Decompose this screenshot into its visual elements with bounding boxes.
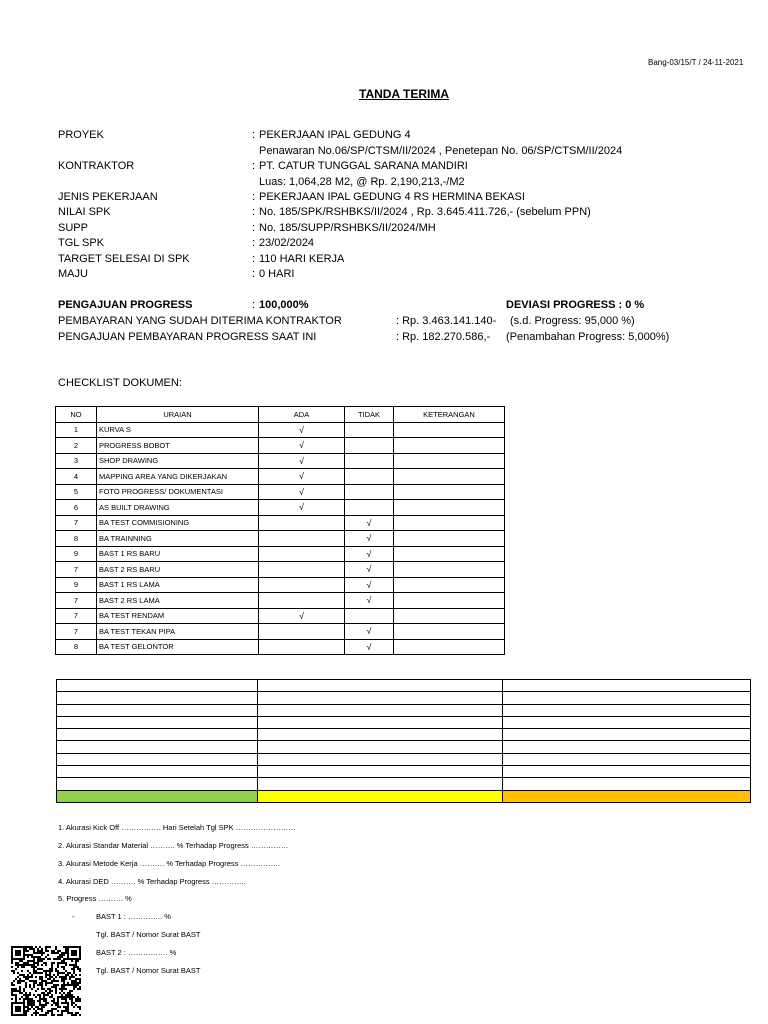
blank-row bbox=[57, 766, 751, 778]
row-ada-check: √ bbox=[259, 438, 345, 454]
colon: : bbox=[252, 253, 256, 265]
row-tidak-check: √ bbox=[345, 624, 394, 640]
table-row bbox=[56, 438, 505, 454]
row-ada-check bbox=[259, 515, 345, 531]
blank-cell bbox=[57, 704, 258, 716]
blank-cell bbox=[503, 729, 751, 741]
blank-cell bbox=[57, 741, 258, 753]
header-keterangan: KETERANGAN bbox=[394, 407, 505, 423]
row-keterangan bbox=[394, 484, 505, 500]
row-no: 6 bbox=[56, 500, 97, 516]
nilai-label: NILAI SPK bbox=[58, 206, 111, 218]
pengajuan-bayar-note: (Penambahan Progress: 5,000%) bbox=[506, 331, 670, 343]
row-tidak-check bbox=[345, 438, 394, 454]
row-tidak-check: √ bbox=[345, 515, 394, 531]
kontraktor-label: KONTRAKTOR bbox=[58, 160, 135, 172]
table-row bbox=[56, 546, 505, 562]
row-uraian: FOTO PROGRESS/ DOKUMENTASI bbox=[97, 484, 259, 500]
row-keterangan bbox=[394, 531, 505, 547]
supp-value: No. 185/SUPP/RSHBKS/II/2024/MH bbox=[259, 222, 436, 234]
colon: : bbox=[252, 299, 256, 311]
colon: : bbox=[252, 129, 256, 141]
note-bast1: BAST 1 : ………….. % bbox=[96, 912, 171, 921]
colon: : bbox=[252, 191, 256, 203]
row-uraian: BAST 2 RS BARU bbox=[97, 562, 259, 578]
row-tidak-check: √ bbox=[345, 577, 394, 593]
row-keterangan bbox=[394, 593, 505, 609]
colon: : bbox=[252, 268, 256, 280]
note-metode-kerja: 3. Akurasi Metode Kerja ………. % Terhadap Progress ……………. bbox=[58, 859, 281, 868]
row-uraian: BA TEST RENDAM bbox=[97, 608, 259, 624]
blank-cell bbox=[57, 729, 258, 741]
header-tidak: TIDAK bbox=[345, 407, 394, 423]
blank-row bbox=[57, 753, 751, 765]
blank-row bbox=[57, 680, 751, 692]
color-bar-green bbox=[57, 790, 258, 802]
pembayaran-value: : Rp. 3.463.141.140- bbox=[396, 315, 497, 327]
table-row bbox=[56, 562, 505, 578]
row-ada-check bbox=[259, 624, 345, 640]
document-reference: Bang-03/15/T / 24-11-2021 bbox=[648, 58, 744, 67]
color-bar-orange bbox=[503, 790, 751, 802]
blank-cell bbox=[57, 716, 258, 728]
row-keterangan bbox=[394, 515, 505, 531]
row-ada-check: √ bbox=[259, 422, 345, 438]
colon: : bbox=[252, 222, 256, 234]
row-tidak-check bbox=[345, 422, 394, 438]
row-no: 7 bbox=[56, 608, 97, 624]
tgl-label: TGL SPK bbox=[58, 237, 105, 249]
target-label: TARGET SELESAI DI SPK bbox=[58, 253, 190, 265]
table-row bbox=[56, 624, 505, 640]
row-keterangan bbox=[394, 639, 505, 655]
row-ada-check: √ bbox=[259, 453, 345, 469]
row-uraian: BAST 1 RS BARU bbox=[97, 546, 259, 562]
row-tidak-check: √ bbox=[345, 531, 394, 547]
blank-cell bbox=[57, 766, 258, 778]
table-row bbox=[56, 639, 505, 655]
row-keterangan bbox=[394, 453, 505, 469]
row-keterangan bbox=[394, 577, 505, 593]
row-keterangan bbox=[394, 438, 505, 454]
row-ada-check: √ bbox=[259, 500, 345, 516]
colon: : bbox=[252, 160, 256, 172]
row-ada-check bbox=[259, 531, 345, 547]
blank-cell bbox=[258, 778, 503, 790]
header-uraian: URAIAN bbox=[97, 407, 259, 423]
jenis-value: PEKERJAAN IPAL GEDUNG 4 RS HERMINA BEKASI bbox=[259, 191, 525, 203]
maju-value: 0 HARI bbox=[259, 268, 295, 280]
header-ada: ADA bbox=[259, 407, 345, 423]
blank-cell bbox=[503, 741, 751, 753]
row-tidak-check bbox=[345, 484, 394, 500]
pembayaran-note: (s.d. Progress: 95,000 %) bbox=[510, 315, 635, 327]
proyek-value-detail: Penawaran No.06/SP/CTSM/II/2024 , Penetepan No. 06/SP/CTSM/II/2024 bbox=[259, 145, 623, 157]
blank-cell bbox=[258, 766, 503, 778]
qr-code-icon bbox=[11, 946, 81, 1016]
table-row bbox=[56, 593, 505, 609]
note-standar-material: 2. Akurasi Standar Material ………. % Terhadap Progress …………… bbox=[58, 841, 289, 850]
row-no: 2 bbox=[56, 438, 97, 454]
blank-cell bbox=[503, 766, 751, 778]
row-ada-check bbox=[259, 593, 345, 609]
blank-row bbox=[57, 692, 751, 704]
table-header-row bbox=[56, 407, 505, 423]
table-row bbox=[56, 469, 505, 485]
blank-row bbox=[57, 778, 751, 790]
row-ada-check bbox=[259, 562, 345, 578]
table-row bbox=[56, 484, 505, 500]
blank-row bbox=[57, 704, 751, 716]
note-tgl-bast1: Tgl. BAST / Nomor Surat BAST bbox=[96, 930, 201, 939]
blank-cell bbox=[503, 704, 751, 716]
row-tidak-check: √ bbox=[345, 546, 394, 562]
blank-cell bbox=[258, 704, 503, 716]
supp-label: SUPP bbox=[58, 222, 88, 234]
row-uraian: BA TEST COMMISIONING bbox=[97, 515, 259, 531]
pembayaran-label: PEMBAYARAN YANG SUDAH DITERIMA KONTRAKTOR bbox=[58, 315, 342, 327]
row-keterangan bbox=[394, 562, 505, 578]
blank-cell bbox=[57, 692, 258, 704]
color-bar-yellow bbox=[258, 790, 503, 802]
blank-cell bbox=[57, 778, 258, 790]
proyek-value: PEKERJAAN IPAL GEDUNG 4 bbox=[259, 129, 411, 141]
row-tidak-check: √ bbox=[345, 593, 394, 609]
maju-label: MAJU bbox=[58, 268, 88, 280]
blank-row bbox=[57, 716, 751, 728]
checklist-table bbox=[55, 406, 505, 655]
tgl-value: 23/02/2024 bbox=[259, 237, 315, 249]
deviasi-progress: DEVIASI PROGRESS : 0 % bbox=[506, 299, 645, 311]
target-value: 110 HARI KERJA bbox=[259, 253, 345, 265]
note-kick-off: 1. Akurasi Kick Off ……………. Hari Setelah Tgl SPK …………………… bbox=[58, 823, 296, 832]
row-no: 5 bbox=[56, 484, 97, 500]
table-row bbox=[56, 500, 505, 516]
row-tidak-check bbox=[345, 608, 394, 624]
note-ded: 4. Akurasi DED ………. % Terhadap Progress ………….. bbox=[58, 877, 246, 886]
row-uraian: SHOP DRAWING bbox=[97, 453, 259, 469]
blank-row bbox=[57, 741, 751, 753]
row-no: 9 bbox=[56, 577, 97, 593]
row-no: 4 bbox=[56, 469, 97, 485]
row-uraian: BAST 2 RS LAMA bbox=[97, 593, 259, 609]
blank-cell bbox=[258, 753, 503, 765]
row-uraian: BAST 1 RS LAMA bbox=[97, 577, 259, 593]
pengajuan-bayar-label: PENGAJUAN PEMBAYARAN PROGRESS SAAT INI bbox=[58, 331, 317, 343]
row-keterangan bbox=[394, 608, 505, 624]
row-uraian: AS BUILT DRAWING bbox=[97, 500, 259, 516]
row-tidak-check: √ bbox=[345, 639, 394, 655]
table-row bbox=[56, 608, 505, 624]
note-progress: 5. Progress ………. % bbox=[58, 894, 132, 903]
proyek-label: PROYEK bbox=[58, 129, 104, 141]
row-no: 1 bbox=[56, 422, 97, 438]
blank-cell bbox=[258, 692, 503, 704]
row-no: 8 bbox=[56, 639, 97, 655]
header-no: NO bbox=[56, 407, 97, 423]
row-tidak-check: √ bbox=[345, 562, 394, 578]
color-bar-row bbox=[57, 790, 751, 802]
row-no: 9 bbox=[56, 546, 97, 562]
row-uraian: KURVA S bbox=[97, 422, 259, 438]
note-tgl-bast2: Tgl. BAST / Nomor Surat BAST bbox=[96, 966, 201, 975]
row-ada-check bbox=[259, 577, 345, 593]
blank-cell bbox=[503, 680, 751, 692]
blank-cell bbox=[503, 692, 751, 704]
pengajuan-progress-label: PENGAJUAN PROGRESS bbox=[58, 299, 193, 311]
kontraktor-value-detail: Luas: 1,064,28 M2, @ Rp. 2,190,213,-/M2 bbox=[259, 176, 465, 188]
pengajuan-bayar-value: : Rp. 182.270.586,- bbox=[396, 331, 491, 343]
row-no: 8 bbox=[56, 531, 97, 547]
blank-cell bbox=[258, 716, 503, 728]
row-tidak-check bbox=[345, 469, 394, 485]
table-row bbox=[56, 453, 505, 469]
row-uraian: BA TEST GELONTOR bbox=[97, 639, 259, 655]
row-uraian: PROGRESS BOBOT bbox=[97, 438, 259, 454]
row-ada-check bbox=[259, 639, 345, 655]
blank-cell bbox=[503, 778, 751, 790]
table-row bbox=[56, 422, 505, 438]
row-uraian: MAPPING AREA YANG DIKERJAKAN bbox=[97, 469, 259, 485]
nilai-value: No. 185/SPK/RSHBKS/II/2024 , Rp. 3.645.411.726,- (sebelum PPN) bbox=[259, 206, 591, 218]
table-row bbox=[56, 531, 505, 547]
table-row bbox=[56, 515, 505, 531]
table-row bbox=[56, 577, 505, 593]
row-keterangan bbox=[394, 500, 505, 516]
note-dash: - bbox=[72, 912, 75, 921]
blank-row bbox=[57, 729, 751, 741]
blank-cell bbox=[258, 741, 503, 753]
row-no: 7 bbox=[56, 624, 97, 640]
row-uraian: BA TRAINNING bbox=[97, 531, 259, 547]
row-ada-check: √ bbox=[259, 608, 345, 624]
row-no: 3 bbox=[56, 453, 97, 469]
row-no: 7 bbox=[56, 515, 97, 531]
blank-grid-table bbox=[56, 679, 751, 803]
row-keterangan bbox=[394, 469, 505, 485]
row-no: 7 bbox=[56, 562, 97, 578]
blank-cell bbox=[503, 716, 751, 728]
kontraktor-value: PT. CATUR TUNGGAL SARANA MANDIRI bbox=[259, 160, 468, 172]
row-ada-check: √ bbox=[259, 469, 345, 485]
colon: : bbox=[252, 237, 256, 249]
colon: : bbox=[252, 206, 256, 218]
row-tidak-check bbox=[345, 500, 394, 516]
row-ada-check: √ bbox=[259, 484, 345, 500]
row-no: 7 bbox=[56, 593, 97, 609]
row-keterangan bbox=[394, 546, 505, 562]
pengajuan-progress-value: 100,000% bbox=[259, 299, 309, 311]
row-tidak-check bbox=[345, 453, 394, 469]
note-bast2: BAST 2 : ……………. % bbox=[96, 948, 177, 957]
page-title: TANDA TERIMA bbox=[359, 87, 449, 101]
blank-cell bbox=[503, 753, 751, 765]
blank-cell bbox=[258, 729, 503, 741]
blank-cell bbox=[57, 680, 258, 692]
blank-cell bbox=[57, 753, 258, 765]
row-uraian: BA TEST TEKAN PIPA bbox=[97, 624, 259, 640]
blank-cell bbox=[258, 680, 503, 692]
row-keterangan bbox=[394, 422, 505, 438]
jenis-label: JENIS PEKERJAAN bbox=[58, 191, 158, 203]
checklist-heading: CHECKLIST DOKUMEN: bbox=[58, 377, 182, 389]
row-keterangan bbox=[394, 624, 505, 640]
row-ada-check bbox=[259, 546, 345, 562]
